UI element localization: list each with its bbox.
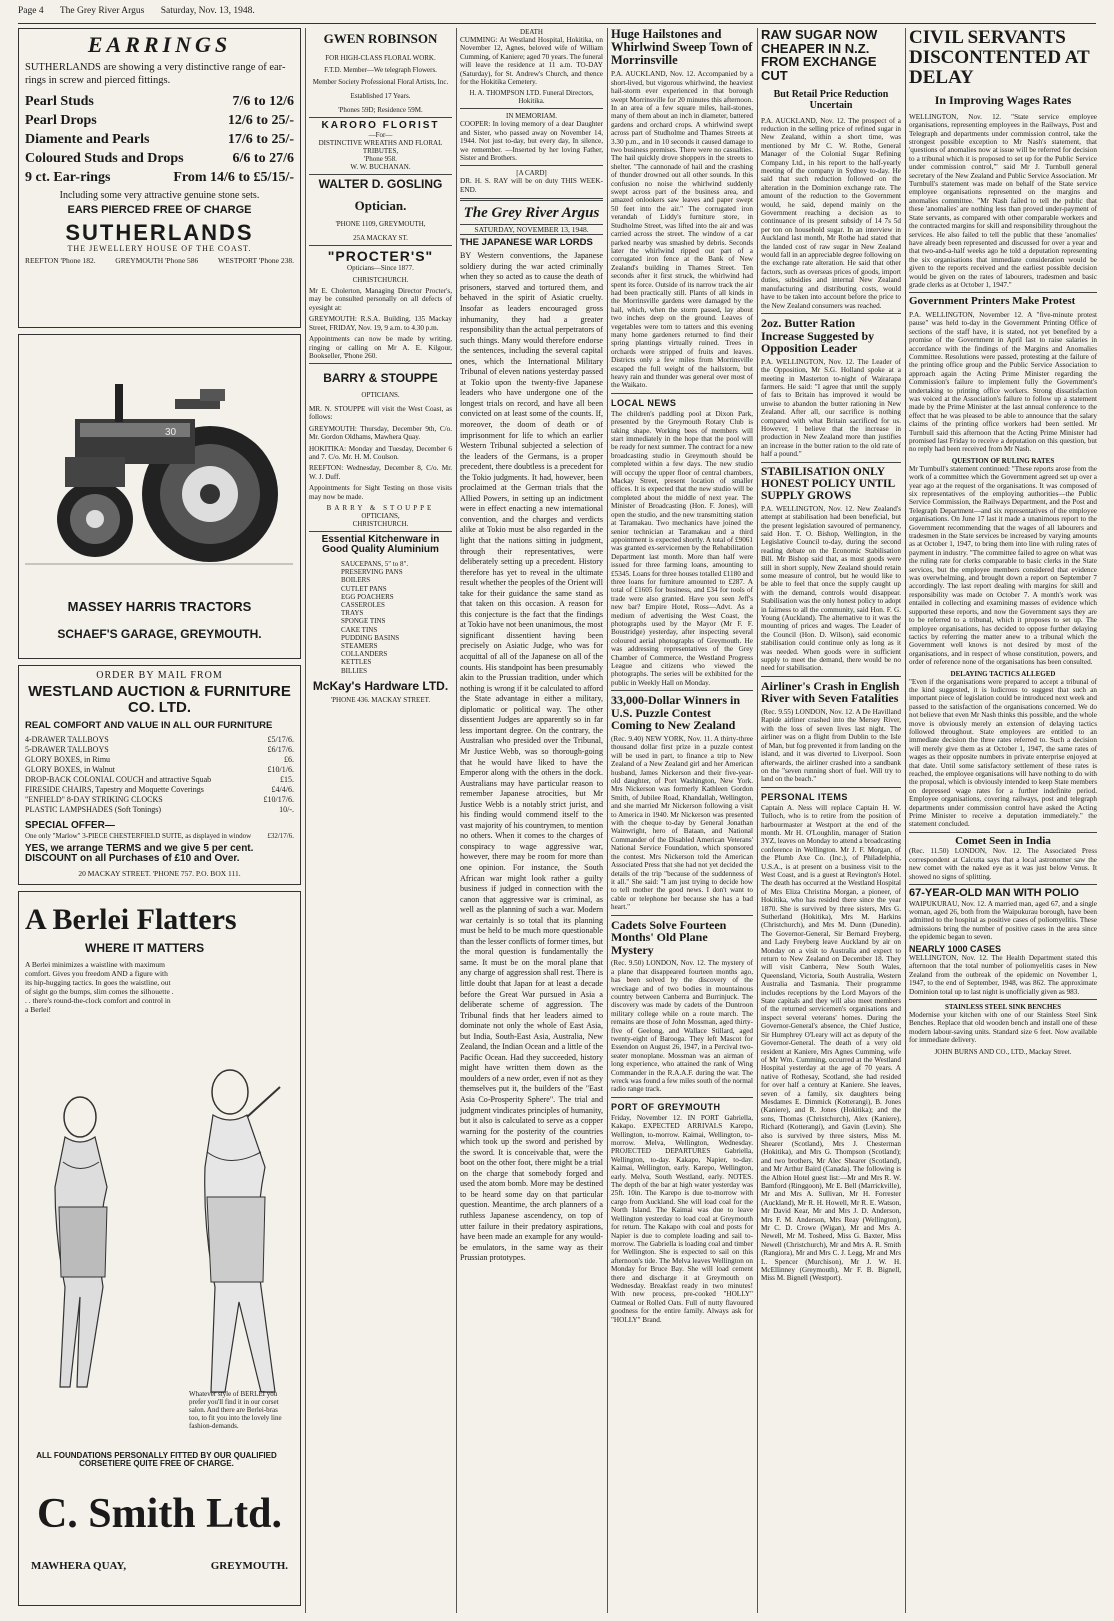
barry-signature2: OPTICIANS, <box>361 511 400 520</box>
left-ads-column <box>18 28 301 1613</box>
kitchenware-item: KETTLES <box>341 658 372 667</box>
earring-price-row <box>25 130 294 149</box>
furniture-price: £10/17/6. <box>263 795 294 805</box>
gosling-name: WALTER D. GOSLING <box>318 177 443 192</box>
sugar-headline: RAW SUGAR NOW CHEAPER IN N.Z. FROM EXCHANGE CUT <box>761 28 878 83</box>
westland-name: WESTLAND AUCTION & FURNITURE CO. LTD. <box>28 683 291 716</box>
barry-line4: Appointments for Sight Testing on those visits may now be made. <box>309 484 452 501</box>
cases-story: WELLINGTON, Nov. 12. The Health Department stated this afternoon that the total number of poliomyelitis cases in New Zealand from the outbreak of the epidemic on November 1, 1947, to the end of September, 1948, was 862. The approximate Dominion total up to last night is unofficially given as 983. <box>909 954 1097 996</box>
earring-price: From 14/6 to £5/15/- <box>173 170 294 186</box>
kitchenware-item: TRAYS <box>341 609 364 618</box>
death-label: DEATH <box>520 28 543 36</box>
furniture-name: 4-DRAWER TALLBOYS <box>25 735 109 745</box>
corset-illustration <box>25 1057 295 1397</box>
furniture-name: FIRESIDE CHAIRS, Tapestry and Moquette Coverings <box>25 785 204 795</box>
kitchenware-item: EGG POACHERS <box>341 592 394 601</box>
special-offer-label: SPECIAL OFFER— <box>25 820 115 832</box>
earring-price-row <box>25 168 294 187</box>
barry-name: BARRY & STOUPPE <box>323 371 438 386</box>
procters-city: CHRISTCHURCH. <box>352 276 409 285</box>
barry-text: MR. N. STOUPPE will visit the West Coast, as follows: <box>309 404 452 422</box>
barry-stouppe-ad <box>309 372 452 528</box>
earring-price: 17/6 to 25/- <box>227 132 294 148</box>
branch-greymouth: GREYMOUTH 'Phone 586 <box>115 255 199 265</box>
sink-benches-text: Modernise your kitchen with one of our Stainless Steel Sink Benches. Replace that old wooden bench and install one of these modern labour-saving units. Standard size 6 feet. Now available for immediate delivery. <box>909 1011 1097 1045</box>
editorial-text: BY Western conventions, the Japanese soldiery during the war acted criminally when they so acted as to cause the death of prisoners, starved and tortured them, and behaved in the spirit of Asiatic cruelty. Insofar as leaders encouraged gross inhumanity, they had a greater responsibility than the actual perpetrators of such things. Many would therefore endorse the sentences, including the several capital ones, which the International Military Tribunal of eleven nations yesterday passed at Tokio upon the twenty-five Japanese leaders who have undergone one of the longest trials on record, and have all been convicted on at least some of the counts. If, moreover, the doom of death or of imprisonment for life to which an earlier Western Tribunal subjected a selection of the leaders of the Germans, is a proper precedent, there doubtless is a precedent for the Tokio judgments. It had, however, been proclaimed at the German trials that the Allied Powers, in setting up an indictment were in effect enacting a new international convention, and the charges and verdicts alike at Tokio must be also regarded in the light that the nations sitting in judgment, through their representatives, were deliberately setting up a precedent. History therefore has yet to reveal in the ultimate result whether the peoples of the Orient will take for their guidance the same stand as that taken on this occasion. A reason for this conjecture is the fact that the findings at Tokio have not been unanimous, the most significant dissentient having been precisely on Asiatic Judge, who was for acquittal of all of the Japanese on all of the counts. His standpoint has been presumably akin to the Prussian tradition, under which nothing is wrong if it be calculated to afford the State advantage in either a military, diplomatic or political way. The other dissentient Judges are apparently so in far less important degree. On the contrary, the Australian who presided over the Tribunal, Mr Justice Webb, was so thorough-going that he would have liked to have the Emperor along with the others in the dock. Australians may have particular reason to remember Japanese atrocities, but Mr Justice Webb is a notably strict jurist, and his finding would commend itself to the vast majority of his countrymen, to mention no others. When it comes to the charges of conspiracy to wage aggressive war, however, there may be room for more than one opinion. For instance, the South African war might look rather a guilty business if judged in connection with the canon that aggressive war is criminal, as well as the planning of such a war. Modern war certainly is so total that its planning must be held to be much more questionable than the lesser conflicts of former times, but the moral question is fundamentally the same. It must be on the moral plane that any charge of aggression shall rest. There is little doubt that Japan for at least a decade before the Great War pursued in Asia a deliberate scheme of aggression. The Tribunal finds that her leaders aimed to dominate not only the whole of East Asia, but India, South-East Asia, Australia, New Zealand, the Indian Ocean and a little of the Pacific Ocean. Had they succeeded, history might have written them down as the moulders of a new order, even if not as they themselves put it, the builders of the "East Asia Co-Prosperity Sphere". The trial and judgment vindicates principles of humanity, but it also is calculated to serve as a copper warning for the posterity of the countries which took up the sword and perished by the sword. It is conceivable that, were the boot on the other foot, there might be a trial on the charge that somebody forged and used the atom bomb. More may be destined to be heard some day on that particular question. Meantime, the arch planners of a ruthless Japanese ascendency, on top of utter failure in their predatory aspirations, have been made an example for any would-be emulators, in the same way as their Prussian prototypes. <box>460 251 603 1263</box>
kitchenware-item: SPONGE TINS <box>341 617 386 626</box>
berlei-title: A Berlei Flatters <box>25 903 237 936</box>
berlei-subtitle: WHERE IT MATTERS <box>85 940 205 955</box>
furniture-item <box>25 765 294 775</box>
furniture-item <box>25 795 294 805</box>
tractor-illustration <box>25 339 293 589</box>
earring-name: Diamente and Pearls <box>25 132 150 148</box>
karoro-line1: —For— <box>368 131 393 140</box>
procters-line2: Appointments can now be made by writing, ringing or calling on Mr A. E. Kilgour, Bookseller, 'Phone 260. <box>309 335 452 360</box>
kitchenware-item: PRESERVING PANS <box>341 568 403 577</box>
barry-line3: REEFTON: Wednesday, December 8, C/o. Mr. W. J. Duff. <box>309 464 452 481</box>
butter-story: P.A. WELLINGTON, Nov. 12. The Leader of the Opposition, Mr S.G. Holland spoke at a meeting in Masterton to-night of Wairarapa farmers. He said: "I agree that until the supply of fats to Britain has improved it would be unwise to abandon the butter rationing in New Zealand. After all, our sacrifice is nothing compared with what Britain sacrificed for us. However, I believe that the increase in production in New Zealand more than justifies an increase in the butter ration to the old rate of half a pound." <box>761 357 901 459</box>
crash-headline: Airliner's Crash in English River with Seven Fatalities <box>761 678 900 706</box>
mckay-name: McKay's Hardware LTD. <box>312 678 449 693</box>
furniture-item <box>25 755 294 765</box>
shop-address-2: GREYMOUTH. <box>210 1560 288 1572</box>
port-story: Friday, November 12. IN PORT Gabriella, Kakapo. EXPECTED ARRIVALS Karepo, Wellington, to-morrow. Kaimai, Wellington, to-morrow. Melva, Wellington, Wednesday. PROJECTED DEPARTURES Gabriella, Wellington, to-day. Kakapo, Napier, to-day. Kaimai, Wellington, early. Karepo, Wellington, early. Melva, South Westland, early. NOTES. The depth of the bar at high water yesterday was 25ft. 10in. The Karepo is due to-morrow with cargo from Auckland. She will load coal for the North Island. The Kaimai was due to leave Wellington yesterday to load coal at Greymouth for return. The Kakapo with coal and posts for Napier is due to complete loading and sail to-morrow. The Gabriella is loading coal and timber for Wellington. She is expected to sail on this afternoon's tide. The Melva leaves Wellington on Monday for Bruce Bay. She will load cement there and discharge it at Greymouth on Wednesday. Breakfast ready in two minutes! With new process, pre-cooked "HOLLY" Oatmeal or Rolled Oats. Full of nutty flavoured goodness for the entire family. Always ask for "HOLLY" Brand. <box>611 1113 753 1324</box>
crash-story: (Rec. 9.55) LONDON, Nov. 12. A De Havilland Rapide airliner crashed into the Mersey River, with the loss of seven lives last night. The airliner was on a flight from Dublin to the Isle of Man, but fog prevented it from landing on the island, and it was diverted to Liverpool. Soon afterwards, the airliner crashed into a sandbank on the "seven running short of fuel. Will try to land on the beach." <box>761 708 901 784</box>
earring-price-row <box>25 111 294 130</box>
furniture-item <box>25 805 294 815</box>
local-news-headline: LOCAL NEWS <box>611 397 677 408</box>
berlei-text: A Berlei minimizes a waistline with maximum comfort. Gives you freedom AND a figure with its hip-hugging tactics. In goes the waistline, out of sight go the bumps, slim comes the silhouette . . . there's round-the-clock comfort and control in a Berlei! <box>25 960 174 1015</box>
earring-name: Coloured Studs and Drops <box>25 151 184 167</box>
cases-headline: NEARLY 1000 CASES <box>909 943 1002 954</box>
polio-story: WAIPUKURAU, Nov. 12. A married man, aged 67, and a single woman, aged 26, both from the Waipukurau borough, have been admitted to the hospital as positive cases of poliomyelitis. These admissions bring the number of positive cases in the area since the epidemic began to seven. <box>909 899 1097 942</box>
comet-story: (Rec. 11.50) LONDON, Nov. 12. The Associated Press correspondent at Calcutta says that a local astronomer saw the new comet with the naked eye as it was just below Venus. It showed no signs of splitting. <box>909 847 1097 881</box>
furniture-name: 5-DRAWER TALLBOYS <box>25 745 109 755</box>
gwen-line3: Member Society Professional Floral Artists, Inc. <box>312 77 449 86</box>
puzzle-headline: 33,000-Dollar Winners in U.S. Puzzle Contest Coming to New Zealand <box>611 693 741 733</box>
karoro-line3: 'Phone 958. <box>364 155 397 164</box>
earrings-price-list <box>25 92 294 187</box>
ads-column-2 <box>309 28 452 908</box>
furniture-item <box>25 785 294 795</box>
delaying-tactics-label: DELAYING TACTICS ALLEGED <box>950 669 1056 678</box>
branch-westport: WESTPORT 'Phone 238. <box>218 255 294 265</box>
news-column-4 <box>611 28 753 1613</box>
barry-signature3: CHRISTCHURCH. <box>352 519 409 528</box>
butter-headline: 2oz. Butter Ration Increase Suggested by Opposition Leader <box>761 315 875 356</box>
sutherlands-brand: SUTHERLANDS <box>65 219 254 245</box>
hail-headline: Huge Hailstones and Whirlwind Sweep Town of Morrinsville <box>611 28 753 68</box>
news-column-6 <box>909 28 1097 1613</box>
shop-address-1: MAWHERA QUAY, <box>31 1560 127 1572</box>
cadets-story: (Rec. 9.50) LONDON, Nov. 12. The mystery of a plane that disappeared fourteen months ago, has been solved by the discovery of the wreckage and of two bodies in mountainous country between Canberra and Burrinjuck. The discovery was made by cadets of the Duntroon military college while on a route march. The remains are those of John Mossman, aged thirty-five of Geelong, and Wallace Stillard, aged twenty-eight of Barooga. They left Mascot for Essendon on August 26, 1947, in a Percival two-seater monoplane. Mossman was an airman of long experience, who attained the rank of Wing Commander in the R.A.A.F. during the war. The wreck was found a few miles south of the normal radio range track. <box>611 959 753 1094</box>
earring-price: 7/6 to 12/6 <box>232 94 294 110</box>
westland-ad <box>18 665 301 885</box>
furniture-price: £15. <box>280 775 294 785</box>
printers-story: P.A. WELLINGTON, November 12. A "five-minute protest pause" was held to-day in the Government Printing Office of sections of the staff have, it is stated, not yet benefited by a promise of the Government in April last to raise salaries in accordance with the findings of the Margins and Anomalies Committee. Resolutions were passed, protesting at the failure of the printing office group and the Public Service Association to approach again the Acting Prime Minister regarding the Commission's failure to implement fully the Government's undertaking to printing office workers. Strong dissatisfaction was voiced at the Association's failure to follow up a statement made by the Prime Minister at the last annual conference to the effect that he was pleased to be able to announce that the salary claims of the printing office workers had been settled. Mr Turnbull said this afternoon that the Acting Prime Minister had promised last Friday to receive a deputation on this question, but no reply had been received from Mr Nash. <box>909 310 1097 454</box>
earrings-title: EARRINGS <box>87 32 232 57</box>
earring-price: 6/6 to 27/6 <box>232 151 294 167</box>
personal-items: Captain A. Ness will replace Captain H. W. Tulloch, who is to retire from the position of harbourmaster at Westport at the end of the month. Mr H. O'Loughlin, manager of Station 3YZ, leaves on Monday to attend a broadcasting conference in Wellington. Mr J. F. Morgan, of the Plumb Axe Co. (Inc.), of Philadelphia, U.S.A., is at present on a business visit to the West Coast, and is a guest at Revington's Hotel. The death has occurred at the Westland Hospital of Mrs Eliza Christina Morgan, a pioneer, of Hokitika, who has resided there since the year 1870. She is survived by three sisters, Mrs G. Sutherland (Hokitika), Mrs M. Harkins (Christchurch), and Mrs M. Dunn (Dunedin). The Governor-General, Sir Bernard Freyberg, and Lady Freyberg leave Auckland by air on Monday on a visit to Australia and expect to return to New Zealand on December 18. They will visit Canberra, New South Wales, Queensland, Victoria, South Australia, Western Australia and Tasmania. Their programme includes receptions by the Lord Mayors of the State capitals and they will also meet members of the returned servicemen's organisations and inspect several veterans' homes. During the Governor-General's absence, the Chief Justice, Sir Humphrey O'Leary will act as deputy of the Governor-General. The death of a very old resident at Kaniere, Mrs Agnes Cumming, wife of Mr Wm. Cumming, occurred at the Westland Hospital yesterday at the age of 70 years. A native of Rothesay, Scotland, she had resided for over half a century at Kaniere. She leaves, seven of a family, six daughters being Mesdames E. Dimmick (Kotterangi), B. Jones (Kaniere), and R. Jones (Hokitika); and the sons, Thomas (Christchurch), Alex (Kaniere), Richard (Kotterangi), and Gavin (Levin). She also is survived by three sisters, Miss M. Shearer (Scotland), Mrs J. Chesterman (Hokitika), and Mrs G. Thompson (Scotland); and two brothers, Mr Alec Shearer (Scotland), and Mr Arthur Baird (Canada). The following is the Albion Hotel guest list:—Mr and Mrs R. W. Bamford (Ringgoon), Mr E. Bell (Marrickville), Mr and Mrs A. Sullivan, Mr H. Forrester (Auckland), Mr R. H. Howell, Mr R. E. Watson, Mr David Kear, Mr and Mrs J. D. Anderson, Mrs F. M. Anderson, Mrs Reay (Wellington), Mr C. D. Crowe (Wigan), Mr and Mrs A. Newell, Mr M. Tosheed, Miss G. Baxter, Miss Newell (Christchurch), Mr and Mrs A. R. Smith (Rangiora), Mr and Mrs C. J. Legg, Mr and Mrs L. Spencer (Murchison), Mr J. W. H. McEllinney (Greymouth), Mr F. B. Bignell, Miss M. Bignell (Westport). <box>761 803 901 1283</box>
delaying-tactics-story: "Even if the organisations were prepared to accept a tribunal of the kind suggested, it is ludicrous to suggest that such an important piece of legislation could be introduced next week and passed to the satisfaction of the organisations concerned. We do not believe that even Mr Nash thinks this possible, and the whole move is obviously merely an extension of delaying tactics followed throughout. State employees are entitled to an immediate decision the three rates referred to. Such a decision will merely give them as at October 1, 1947, the same rates of wages as their opposite numbers in private enterprise enjoyed at that date. Until some satisfactory settlement of these rates is reached, the employee organisations will have nothing to do with the proposal, which is obviously intended to keep State members on depressed wage rates for a further indefinite period. Employee organisations, covering railways, post and telegraph departments under commission control have asked the Acting Prime Minister to receive a deputation immediately." the statement concluded. <box>909 677 1097 829</box>
civil-servants-headline: CIVIL SERVANTS DISCONTENTED AT DELAY <box>909 28 1090 88</box>
kitchenware-item: STEAMERS <box>341 642 378 650</box>
sugar-story: P.A. AUCKLAND, Nov. 12. The prospect of a reduction in the selling price of refined sugar in New Zealand, within a short time, was mentioned by Mr C. W. Rothe, General Manager of the Colonial Sugar Refining Company Ltd., in his report to the half-yearly meeting of the company in Sydney to-day. He said that such reduction followed on the alteration in the Dominion exchange rate. The amount of the reduction to the Government would, he said, depend mainly on the Government reaching a decision as to continuance of its present subsidy of 14 7s 5d per ton on household sugar. In an interview in Auckland last month, Mr Rothe had stated that the landed cost of raw sugar in New Zealand would fall in an appreciable degree following on the exchange rate alteration. He said that other factors, such as overseas prices of goods, import duties, subsidies and internal New Zealand manufacturing and distributing costs, would have to be taken into account before the price to the New Zealand consumers was reached. <box>761 116 901 310</box>
stabilisation-headline: STABILISATION ONLY HONEST POLICY UNTIL SUPPLY GROWS <box>761 465 895 502</box>
death-signature: H. A. THOMPSON LTD. Funeral Directors, Hokitika. <box>469 89 594 106</box>
procters-name: "PROCTER'S" <box>327 248 434 265</box>
kitchenware-item: BOILERS <box>341 576 371 585</box>
printers-headline: Government Printers Make Protest <box>909 295 1076 308</box>
personal-headline: PERSONAL ITEMS <box>761 791 848 802</box>
death-notice: CUMMING: At Westland Hospital, Hokitika, on November 12, Agnes, beloved wife of William Cumming, of Kaniere; aged 70 years. The funeral will leave the residence at 11 a.m. TO-DAY (Saturday), for St. Andrew's Church, and thence for the Hokitika Cemetery. <box>460 36 603 87</box>
gwen-line5: 'Phones 59D; Residence 59M. <box>338 105 423 114</box>
furniture-price: £6/17/6. <box>267 745 294 755</box>
sink-benches-label: STAINLESS STEEL SINK BENCHES <box>944 1003 1061 1012</box>
karoro-florist-ad <box>309 121 452 172</box>
gosling-line1: 'PHONE 1109, GREYMOUTH, <box>335 220 426 229</box>
furniture-item <box>25 745 294 755</box>
earrings-intro: SUTHERLANDS are showing a very distinctive range of ear-rings in screw and pierced fittings. <box>25 62 286 87</box>
karoro-name: KARORO FLORIST <box>321 119 440 131</box>
furniture-name: "ENFIELD" 8-DAY STRIKING CLOCKS <box>25 795 163 805</box>
kitchenware-item: CASSEROLES <box>341 600 385 609</box>
westland-terms: YES, we arrange TERMS and we give 5 per cent. DISCOUNT on all Purchases of £10 and Over. <box>25 842 254 865</box>
puzzle-story: (Rec. 9.40) NEW YORK, Nov. 11. A thirty-three thousand dollar first prize in a puzzle contest will be used in part, to finance a trip to New Zealand of a New Zealand girl and her American husband, James Nickerson and their five-year-old daughter, of Port Washington, New York. Mrs Nickerson was formerly Kathleen Gordon Smith, of Jubilee Road, Khandallah, Wellington, and she married Mr Nickerson following a visit to America in 1940. Mr Nickerson was presented with the cheque to-day by General Jonathan Wainwright, hero of Bataan, and National Commander of the Disabled American Veterans' National Service Foundation, which sponsored the contest. Mrs Nickerson told the American Associated Press that she had not yet decided the details of the trip "because of the suddenness of it all." She said: "I am just trying to decide how to tell mother the good news. I don't want to cable or telephone her because she has a bad heart." <box>611 735 753 912</box>
issue-date: Saturday, Nov. 13, 1948. <box>160 6 255 16</box>
furniture-price: 10/-. <box>279 805 294 815</box>
ruling-rates-label: QUESTION OF RULING RATES <box>951 456 1055 465</box>
furniture-item <box>25 775 294 785</box>
earrings-ad <box>18 28 301 328</box>
westland-furniture-list <box>25 735 294 815</box>
sutherlands-tagline: THE JEWELLERY HOUSE OF THE COAST. <box>67 243 252 253</box>
gwen-line4: Established 17 Years. <box>350 91 411 100</box>
gwen-name: GWEN ROBINSON <box>323 31 438 46</box>
branch-reefton: REEFTON 'Phone 182. <box>25 255 96 265</box>
page-number: Page 4 <box>18 6 44 16</box>
memoriam-notice: COOPER: In loving memory of a dear Daughter and Sister, who passed away on November 14, 1944. Not just to-day, but every day, In silence, we remember. —Inserted by her loving Father, Sister and Brothers. <box>460 120 603 163</box>
westland-address: 20 MACKAY STREET. 'PHONE 757. P.O. BOX 111. <box>78 868 241 878</box>
kitchenware-item: COLLANDERS <box>341 650 388 659</box>
earring-name: Pearl Studs <box>25 94 94 110</box>
card-notice: DR. H. S. RAY will be on duty THIS WEEK-END. <box>460 177 603 194</box>
cadets-headline: Cadets Solve Fourteen Months' Old Plane Mystery <box>611 917 727 957</box>
karoro-line2: DISTINCTIVE WREATHS AND FLORAL TRIBUTES, <box>318 139 443 156</box>
mckay-footer: 'PHONE 436. MACKAY STREET. <box>330 696 431 705</box>
kitchenware-item: SAUCEPANS, 5" to 8". <box>341 559 409 568</box>
earring-name: Pearl Drops <box>25 113 97 129</box>
furniture-price: £6. <box>284 755 294 765</box>
berlei-ad <box>18 891 301 1606</box>
earring-price-row <box>25 92 294 111</box>
card-label: [A CARD] <box>516 169 547 178</box>
tractor-ad <box>18 334 301 659</box>
ruling-rates-story: Mr Turnbull's statement continued: "These reports arose from the work of a committee which the Government agreed set up over a year ago at the request of the organisations. It was composed of six representatives of the employing authorities—the Public Service Commission, the Railways Department, and the Post and Telegraph Department—and six representatives of the employee organisations. On June 17 last it made a unanimous report to the Government recommending that the wages of all labourers and tradesmen in the State services be increased by varying amounts as at October 1, 1947, to bring them into line with ruling rates of payment in industry. "The committee failed to agree on what was the ruling rate for clerks comparable to basic clerks in the State services, but the employee members considered that evidence was overwhelming, and brought down a report on September 7 accordingly. The last report dealing with margins for skill and responsibility was made on October 7. A month's work was entailed in collecting and examining masses of evidence which supported these reports, and now the Government says they are to be referred to a tribunal, which it proposes to set up. The employee organisations, has decided to oppose further delaying tactics by referring the matter anew to a tribunal which the Government well knows is not desired by most of the organisations, and in respect of whose constitution, powers, and order of reference none of the organisations has been consulted. <box>909 464 1097 667</box>
gosling-line2: 25A MACKAY ST. <box>353 234 408 243</box>
editorial-title: THE JAPANESE WAR LORDS <box>460 237 593 249</box>
earrings-note: Including some very attractive genuine stone sets. <box>59 190 260 202</box>
gwen-line2: F.T.D. Member—We telegraph Flowers. <box>324 65 437 74</box>
furniture-name: GLORY BOXES, in Walnut <box>25 765 116 775</box>
kitchenware-item: CAKE TINS <box>341 625 378 634</box>
civil-servants-story: WELLINGTON, Nov. 12. "State service employee organisations, representing employees in the Railways, Post and Telegraph and departments under commission control, take the strongest possible exception to Mr Nash's statement, that 'questions of anomalies now at issue will be referred for decision to a tribunal which it is proposed to set up for the Public Service under commission control,'" said Mr J. Turnbull general secretary of the New Zealand and Public Service Association. Mr Turnbull's statement was made on behalf of the State service employee organisations represented on the margins and anomalies committee. "Mr Nash failed to tell the public that these 'anomalies' are nothing less than proved under-payment of State servants, as compared with other comparable workers and the contracted margins for skill and responsibility throughout the services. He also failed to tell the public that these 'anomalies' have already been represented and discussed for over a year and that two-and-a-half weeks ago he told a deputation representing the six organisations that immediate consideration would be given to the reports received and the earliest possible decision would be given on the rates of labourers, tradesmen and basic grade clerks as at October 1, 1947." <box>909 112 1097 289</box>
gosling-ad <box>309 178 452 242</box>
furniture-price: £5/17/6. <box>267 735 294 745</box>
comet-headline: Comet Seen in India <box>955 834 1051 847</box>
gwen-line1: FOR HIGH-CLASS FLORAL WORK. <box>325 53 436 62</box>
tractor-caption: MASSEY HARRIS TRACTORS <box>67 599 252 614</box>
kitchenware-item: CUTLET PANS <box>341 584 387 593</box>
mckay-hardware-ad <box>309 535 452 704</box>
gosling-sub: Optician. <box>354 197 407 213</box>
furniture-price: £4/4/6. <box>271 785 294 795</box>
local-news-story: The children's paddling pool at Dixon Park, presented by the Greymouth Rotary Club is taking shape. Working bees of members will start immediately in the hope that the pool will be ready for next summer. The contract for a new broadcasting studio in Greymouth should be completed within a few days. The new studio will occupy the upper floor of central chambers, Mackay Street, present location of smaller offices. It is expected that the new studio will be completed about the middle of next year. The Minister of Broadcasting (Hon. F. Jones), will open the studio, and the new transmitting station at Taramakau. Two mechanics have joined the senior technician at Taramakau and a third appointment is expected shortly. A total of £9061 was granted ex-servicemen by the Rehabilitation Department last month. More than half were issued for three farming loans, amounting to £5345. Loans for three houses totalled £1180 and three loans for furniture amounted to £287. A total of £1605 for business, and £34 for tools of trade were also granted. Have you seen Jeff's new bar? Empire Hotel, Ross—Advt. As a medium of advertising the West Coast, the photographs used by the Mayor (Mr F. F. Boustridge) yesterday, after inspecting several coloured aerial photographs of Greymouth. He was addressing representatives of the Grey Chamber of Commerce, the Westland Progress League and citizens who viewed the photographs. The series will be exhibited for the public in Weekly Hall on Monday. <box>611 409 753 687</box>
hail-story: P.A. AUCKLAND, Nov. 12. Accompanied by a short-lived, but vigorous whirlwind, the heaviest hail-storm ever experienced in that borough swept Morrinsville for 20 minutes this afternoon. In an area of a few square miles, hail-stones, many of them about an inch in diameter, battered gardens and orchard crops. A whirlwind swept across part of Studholme and Thames Streets at 3.30 p.m., and in 10 seconds it caused damage to two business premises. There were no casualties. The hail quickly drove shoppers in the streets to shelter. "The cannonade of hail and the crashing of thunder drowned out all other sounds. In this confusion no noise the whirlwind suddenly swept across part of the business area, and amazed onlookers saw leaves and paper swept 50 feet into the air." The corrugated iron verandah of Liddy's furniture store, in Studholme Street, was lifted into the air and was carried across the street. The window of a car parked nearby was smashed by debris. Seconds later the whirlwind ripped out part of a corrugated iron fence at the Bank of New Zealand's building in Thames Street. Ten seconds after it first struck, the whirlwind had spent its force. Outside of its narrow track the air had been practically still. Plants of all kinds in the Morrinsville gardens were damaged by the hail, which, when the storm passed, lay about two inches deep on the ground. Leaves of vegetables were torn to tatters and this evening many home gardeners returned to find their spring plantings virtually ruined. Trees in orchards were stripped of fruits and leaves. Districts only a few miles from Morrinsville escaped the full weight of the hailstorm, but heavy rain and thunder was general over most of the Waikato. <box>611 70 753 390</box>
stabilisation-story: P.A. WELLINGTON, Nov. 12. New Zealand's attempt at stabilisation had been beneficial, but the present legislation savoured of permanency, said Hon. T. O. Bishop, Wellington, in the Legislative Council to-day, during the second reading debate on the Economic Stabilisation Bill. Mr Bishop said that, as most goods were still in short supply, New Zealand should retain some measure of control, but he would like to be able to feel that once the supply caught up with the demand, controls would disappear. Stabilisation was the only honest policy to adopt in fairness to all the community, said Hon. F. G. Young (Auckland). The alternative to it was the mounting of prices and wages. The Leader of the Council (Hon. D. Wilson), said economic stabilisation could continue only as long as it was needed. When goods were in sufficient supply to meet the demand, there would be no need for stabilisation. <box>761 504 901 673</box>
schaefs-garage: SCHAEF'S GARAGE, GREYMOUTH. <box>57 626 262 641</box>
earring-name: 9 ct. Ear-rings <box>25 170 111 186</box>
special-offer-text: One only "Marlow" 3-PIECE CHESTERFIELD SUITE, as displayed in window <box>25 831 252 840</box>
port-headline: PORT OF GREYMOUTH <box>611 1101 721 1112</box>
kitchenware-item: BILLIES <box>341 666 368 675</box>
masthead: The Grey River Argus <box>463 205 600 222</box>
order-by-mail: ORDER BY MAIL FROM <box>96 670 223 681</box>
furniture-name: DROP-BACK COLONIAL COUCH and attractive Squab <box>25 775 212 785</box>
barry-line1: GREYMOUTH: Thursday, December 9th, C/o. Mr. Gordon Oldhams, Mawhera Quay. <box>309 424 452 442</box>
westland-tagline: REAL COMFORT AND VALUE IN ALL OUR FURNITURE <box>25 719 273 731</box>
karoro-line4: W. W. BUCHANAN. <box>350 163 411 172</box>
furniture-name: PLASTIC LAMPSHADES (Soft Tonings) <box>25 805 161 815</box>
paper-name: The Grey River Argus <box>59 6 145 16</box>
procters-line1: GREYMOUTH: R.S.A. Building, 135 Mackay Street, FRIDAY, Nov. 19, 9 a.m. to 4.30 p.m. <box>309 315 452 332</box>
sugar-subhead: But Retail Price Reduction Uncertain <box>773 88 889 111</box>
earring-price: 12/6 to 25/- <box>227 113 294 129</box>
memoriam-label: IN MEMORIAM. <box>506 112 557 121</box>
furniture-price: £10/1/6. <box>267 765 294 775</box>
polio-headline: 67-YEAR-OLD MAN WITH POLIO <box>909 887 1079 900</box>
dateline: SATURDAY, NOVEMBER 13, 1948. <box>460 224 603 235</box>
barry-line2: HOKITIKA: Monday and Tuesday, December 6 and 7. C/o. Mr. H. M. Coulson. <box>309 444 452 461</box>
gwen-robinson-ad <box>309 32 452 114</box>
kitchenware-item: PUDDING BASINS <box>341 633 400 642</box>
ears-pierced-text: EARS PIERCED FREE OF CHARGE <box>67 204 252 217</box>
earring-price-row <box>25 149 294 168</box>
furniture-name: GLORY BOXES, in Rimu <box>25 755 111 765</box>
procters-ad <box>309 249 452 360</box>
barry-signature: BARRY & STOUPPE <box>326 503 435 512</box>
editorial-column <box>460 28 603 1613</box>
john-burns-signature: JOHN BURNS AND CO., LTD., Mackay Street. <box>934 1047 1072 1056</box>
furniture-item <box>25 735 294 745</box>
berlei-fitted: ALL FOUNDATIONS PERSONALLY FITTED BY OUR QUALIFIED CORSETIERE QUITE FREE OF CHARGE. <box>36 1451 277 1469</box>
procters-text: Mr E. Cholerton, Managing Director Procter's, may be consulted personally on all defects of eyesight at: <box>309 287 452 312</box>
kitchenware-list <box>309 560 452 675</box>
barry-sub: OPTICIANS. <box>361 390 400 399</box>
news-column-5 <box>761 28 901 1613</box>
svg-text:30: 30 <box>165 427 177 438</box>
special-offer-price: £32/17/6. <box>267 831 294 840</box>
c-smith-ltd: C. Smith Ltd. <box>36 1491 283 1537</box>
civil-servants-subhead: In Improving Wages Rates <box>934 92 1072 107</box>
mckay-title: Essential Kitchenware in Good Quality Aluminium <box>321 533 440 556</box>
procters-sub: Opticians—Since 1877. <box>347 264 414 273</box>
berlei-bottom-text: Whatever style of BERLEI you prefer you'll find it in our corset salon. And there are Berlei-bras too, to fit you into the lovely line fashion-demands. <box>189 1390 282 1430</box>
page-header <box>18 6 1096 24</box>
